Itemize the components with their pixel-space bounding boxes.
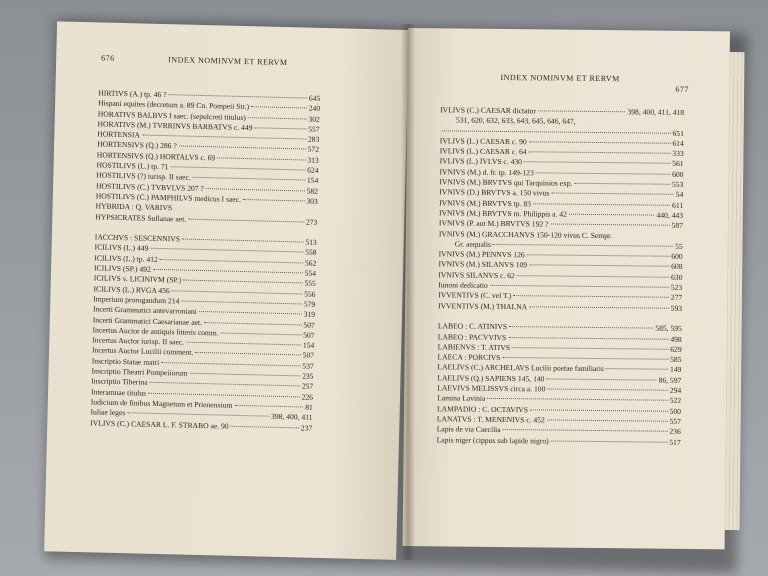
- index-entry-pages: 500: [669, 406, 682, 416]
- index-entry-pages: 302: [308, 114, 320, 124]
- index-entry-text: IVNIVS (M.) BRVTVS m. Philippis a. 42: [439, 208, 567, 219]
- index-entry-text: Iunoni dedicatio: [438, 280, 488, 290]
- index-entry-text: Incerti Grammatici Caesarianae aet.: [92, 314, 203, 327]
- index-entry-pages: 498: [670, 334, 682, 344]
- index-entry-text: LABEO : C. ATINIVS: [437, 321, 508, 332]
- leader-dots: [148, 392, 300, 397]
- index-entry-text: ICILIVS (L.) tp. 412: [94, 253, 158, 264]
- leader-dots: [517, 275, 669, 278]
- leader-dots: [512, 347, 668, 350]
- leader-dots: [204, 322, 301, 325]
- index-entry-pages: 630: [670, 272, 683, 282]
- index-entry-text: Lapis niger (cippus sub lapide nigro): [436, 434, 549, 445]
- leader-dots: [578, 122, 682, 123]
- index-entry-pages: 154: [302, 340, 315, 350]
- index-entry-pages: 614: [672, 138, 684, 148]
- index-entry-text: IVLIVS (C.) CAESAR dictator: [440, 105, 536, 116]
- index-entry-text: IVVENTIVS (M.) THALNA: [438, 300, 528, 311]
- index-entry-text: IVNIVS (M.) BRVTVS qui Tarquinios exp.: [439, 177, 573, 188]
- leader-dots: [547, 388, 667, 390]
- index-entry-pages: 398, 400, 411, 418: [627, 107, 685, 117]
- index-entry-text: Interamnae titulus: [90, 386, 147, 398]
- index-entry-text: LABIENVS : T. ATIVS: [437, 342, 511, 352]
- leader-dots: [533, 203, 670, 205]
- leader-dots: [188, 218, 304, 222]
- index-entry-pages: 522: [669, 396, 682, 406]
- index-entry-pages: 507: [303, 320, 315, 330]
- leader-dots: [574, 183, 670, 185]
- leader-dots: [529, 265, 669, 267]
- index-entry-pages: 555: [304, 278, 316, 289]
- index-entry-pages: 319: [303, 309, 316, 320]
- leader-dots: [529, 306, 669, 308]
- index-entry-pages: 517: [669, 437, 681, 447]
- leader-dots: [514, 295, 669, 298]
- index-entry-text: HORATIVS (M.) TVRRINVS BARBATVS c. 449: [97, 119, 253, 133]
- leader-dots: [527, 254, 670, 256]
- index-entry-text: HORTENSIVS (Q.) 286 ?: [97, 139, 177, 151]
- leader-dots: [614, 236, 681, 237]
- index-entry-pages: 240: [308, 103, 321, 114]
- index-entry-pages: 608: [671, 262, 683, 272]
- index-entry-pages: 81: [305, 402, 313, 412]
- leader-dots: [254, 127, 306, 129]
- leader-dots: [195, 352, 300, 356]
- index-entry-pages: 600: [672, 169, 684, 179]
- leader-dots: [161, 362, 300, 366]
- index-entry-pages: 582: [306, 186, 319, 196]
- index-entry-text: Inscriptio Tiberina: [91, 376, 148, 388]
- index-entry-text: Imperium prorogandum 214: [93, 294, 180, 306]
- index-entry-text: LAELIVS (Q.) SAPIENS 145, 140: [437, 373, 545, 384]
- index-entry-text: IVLIVS (L.) CAESAR c. 64: [439, 146, 527, 157]
- index-entry-text: HORATIVS BALBVS I saec. (sepulcreti titulus): [97, 109, 246, 122]
- index-entry-pages: 651: [672, 128, 684, 138]
- leader-dots: [551, 193, 673, 195]
- index-entry-text: Iudicium de finibus Magnetum et Prienensium: [90, 397, 233, 410]
- leader-dots: [181, 300, 302, 304]
- leader-dots: [551, 440, 668, 442]
- index-entry-pages: 283: [307, 134, 320, 145]
- index-entry-pages: 556: [304, 289, 316, 299]
- index-entry-text: HYBRIDA : Q. VARIVS: [95, 201, 173, 213]
- leader-dots: [509, 326, 653, 329]
- leader-dots: [547, 419, 668, 421]
- index-entry-pages: 600: [671, 251, 683, 262]
- leader-dots: [193, 177, 305, 181]
- index-entry: [437, 435, 681, 448]
- index-entry-text: Lapis de via Caecilia: [436, 424, 501, 435]
- leader-dots: [231, 425, 299, 428]
- leader-dots: [536, 172, 670, 174]
- index-entry-text: 531, 620, 632, 633, 643, 645, 646, 647,: [455, 115, 576, 127]
- index-entry-text: LABEO : PACVVIVS: [437, 331, 507, 342]
- leader-dots: [234, 405, 303, 408]
- leader-dots: [251, 106, 307, 108]
- index-entry-text: Hispani equites (decretum a. 89 Cn. Pompeii Str.): [98, 98, 250, 112]
- index-entry-pages: 645: [308, 93, 321, 103]
- leader-dots: [127, 412, 269, 416]
- index-entry-text: Incertus Auctor de antiquis litteris comm.: [92, 325, 219, 338]
- leader-dots: [221, 332, 301, 335]
- index-entry-pages: 513: [305, 237, 317, 247]
- right-page-number: 677: [675, 84, 689, 94]
- index-entry-pages: 554: [304, 268, 317, 278]
- right-page: [403, 28, 730, 549]
- leader-dots: [169, 94, 307, 98]
- left-page: [44, 21, 409, 559]
- index-entry-text: ICILIVS (L.) 449: [94, 242, 149, 254]
- leader-dots: [153, 269, 303, 274]
- leader-dots: [174, 209, 315, 212]
- index-entry-text: IVNIVS (M.) d. fr. tp. 149-123: [439, 167, 534, 178]
- index-entry-pages: 257: [301, 381, 314, 392]
- index-entry-pages: 236: [669, 426, 681, 437]
- index-entry-pages: 54: [675, 190, 684, 200]
- index-entry-text: IVLIVS (L.) CAESAR c. 90: [439, 136, 527, 147]
- index-entry-pages: 149: [669, 365, 682, 375]
- left-index-list: [90, 88, 320, 433]
- index-entry-pages: 557: [308, 124, 320, 134]
- leader-dots: [487, 398, 667, 401]
- index-entry-pages: 561: [672, 159, 684, 169]
- index-entry-pages: 562: [304, 258, 317, 268]
- index-entry-pages: 507: [302, 350, 315, 361]
- index-entry-text: LAELIVS (C.) ARCHELAVS Lucilii poetae familiaris: [437, 362, 604, 374]
- index-entry-text: HOSTILIVS (C.) PAMPHILVS medicus I saec.: [95, 191, 242, 204]
- leader-dots: [183, 280, 302, 284]
- index-entry-text: IVLIVS (L.) IVLVS c. 430: [439, 156, 523, 167]
- index-entry-text: HOSTILIVS (L.) tp. 71: [96, 160, 169, 172]
- leader-dots: [179, 146, 306, 150]
- leader-dots: [160, 259, 303, 263]
- index-entry-text: Inscriptio Statae matri: [91, 356, 160, 367]
- index-entry-text: HOSTILIVS (C.) TVBVLVS 207 ?: [95, 181, 204, 193]
- index-entry-pages: 624: [307, 165, 319, 175]
- index-entry-text: IVNIVS (M.) PENNVS 126: [438, 249, 525, 260]
- index-entry-pages: 572: [307, 145, 320, 155]
- index-entry-text: HORTENSIVS (Q.) HORTALVS c. 69: [96, 150, 216, 163]
- index-entry-text: IVLIVS (C.) CAESAR L. F. STRABO ae. 90: [90, 417, 229, 431]
- index-entry-pages: 398, 400, 411: [270, 411, 313, 422]
- index-entry-text: Lamina Lavinia: [437, 393, 486, 404]
- book-spine: [401, 24, 415, 560]
- index-entry-pages: 55: [675, 241, 683, 251]
- leader-dots: [199, 311, 302, 315]
- leader-dots: [503, 429, 668, 432]
- leader-dots: [150, 382, 300, 387]
- index-entry-pages: 523: [670, 282, 683, 292]
- leader-dots: [546, 378, 656, 380]
- index-entry-text: Incertus Auctor iurisp. II saec.: [92, 335, 185, 347]
- leader-dots: [142, 135, 306, 140]
- leader-dots: [606, 369, 668, 371]
- index-entry-text: Inscriptio Theatri Pompeiiorum: [91, 366, 188, 378]
- index-entry-text: Incertus Auctor Lucilii comment.: [91, 345, 194, 358]
- leader-dots: [150, 248, 303, 253]
- index-entry-text: IVNIVS (M.) SILANVS 109: [438, 259, 528, 270]
- right-page-header: INDEX NOMINVM ET RERVM: [500, 72, 620, 84]
- leader-dots: [530, 409, 668, 411]
- index-entry-pages: 579: [303, 299, 316, 309]
- leader-dots: [569, 214, 655, 216]
- leader-dots: [490, 285, 669, 288]
- index-entry-pages: 86, 597: [658, 375, 682, 385]
- index-entry-pages: 507: [303, 330, 315, 340]
- index-entry-pages: 303: [306, 196, 318, 206]
- index-entry-pages: 557: [669, 416, 681, 426]
- leader-dots: [248, 117, 307, 119]
- index-entry-text: ICILIVS (L.) RVGA 456: [93, 284, 170, 295]
- leader-dots: [529, 141, 671, 143]
- index-entry-text: LAECA : PORCIVS: [437, 352, 501, 363]
- index-entry-pages: 235: [302, 371, 314, 381]
- leader-dots: [502, 357, 668, 360]
- leader-dots: [442, 130, 671, 133]
- index-entry-pages: 333: [672, 148, 684, 159]
- left-page-header: INDEX NOMINVM ET RERVM: [168, 55, 288, 68]
- index-entry-pages: 294: [669, 385, 682, 395]
- leader-dots: [186, 342, 301, 346]
- leader-dots: [206, 188, 305, 191]
- index-entry-pages: 611: [672, 200, 684, 210]
- index-entry-text: Gr. aequalis: [454, 239, 492, 249]
- leader-dots: [524, 162, 670, 165]
- leader-dots: [182, 239, 303, 243]
- index-entry-text: ICILIVS v. LICINIVM (SP.): [93, 273, 182, 285]
- index-entry-text: IVNIVS SILANVS c. 62: [438, 270, 515, 280]
- index-entry-text: IVNIVS (P. aut M.) BRVTVS 192 ?: [438, 218, 549, 229]
- index-entry-text: IVNIVS (M.) GRACCHANVS 150-120 vivus C. Sempr.: [438, 228, 613, 240]
- index-entry-pages: 226: [301, 392, 314, 402]
- leader-dots: [508, 337, 668, 340]
- index-entry-text: IVNIVS (D.) BRVTVS a. 150 vivus: [439, 187, 550, 198]
- leader-dots: [172, 290, 302, 294]
- index-entry-text: IACCHVS : SESCENNIVS: [94, 232, 181, 244]
- index-entry-text: Iuliae leges: [90, 407, 126, 418]
- index-entry-pages: 585: [670, 354, 682, 365]
- index-entry-pages: 440, 443: [656, 210, 684, 220]
- index-entry-pages: 585, 595: [655, 323, 682, 334]
- index-entry-pages: 154: [306, 175, 319, 186]
- index-entry-text: IVVENTIVS (C. vel T.): [438, 290, 512, 301]
- index-entry-text: HORTENSIA: [97, 129, 141, 140]
- index-entry-pages: 537: [302, 361, 314, 371]
- index-entry-text: LAEVIVS MELISSVS circa a. 100: [437, 383, 546, 394]
- index-entry-pages: 593: [670, 303, 683, 313]
- index-entry-text: Incerti Grammatici antevarroniani: [92, 304, 197, 317]
- index-entry-pages: 273: [305, 217, 318, 227]
- right-index-list: [437, 105, 685, 447]
- index-entry-text: HOSTILIVS (?) iurisp. II saec.: [96, 170, 191, 183]
- index-entry-text: IVNIVS (M.) BRVTVS tp. 83: [439, 198, 532, 208]
- index-entry-text: ICILIVS (SP.) 492: [93, 263, 151, 274]
- leader-dots: [529, 151, 671, 153]
- left-page-number: 676: [101, 53, 115, 63]
- index-entry-text: HYPSICRATES Sullanae aet.: [95, 211, 187, 224]
- leader-dots: [217, 157, 305, 160]
- leader-dots: [493, 244, 673, 247]
- index-entry-text: LAMPADIO : C. OCTAVIVS: [436, 403, 529, 414]
- index-entry-pages: 277: [670, 293, 683, 303]
- index-entry-pages: 313: [307, 155, 319, 165]
- leader-dots: [538, 110, 626, 112]
- index-entry-pages: 587: [671, 221, 683, 231]
- index-entry-pages: 558: [305, 247, 317, 258]
- leader-dots: [243, 199, 304, 201]
- index-entry-pages: 553: [671, 179, 684, 189]
- leader-dots: [190, 373, 301, 377]
- leader-dots: [550, 224, 669, 226]
- index-entry-text: LANATVS : T. MENENIVS c. 452: [436, 414, 545, 425]
- leader-dots: [170, 166, 305, 170]
- index-entry-text: HIRTIVS (A.) tp. 46 ?: [98, 88, 167, 100]
- index-entry-pages: 629: [670, 344, 682, 354]
- index-entry-pages: 237: [300, 422, 313, 433]
